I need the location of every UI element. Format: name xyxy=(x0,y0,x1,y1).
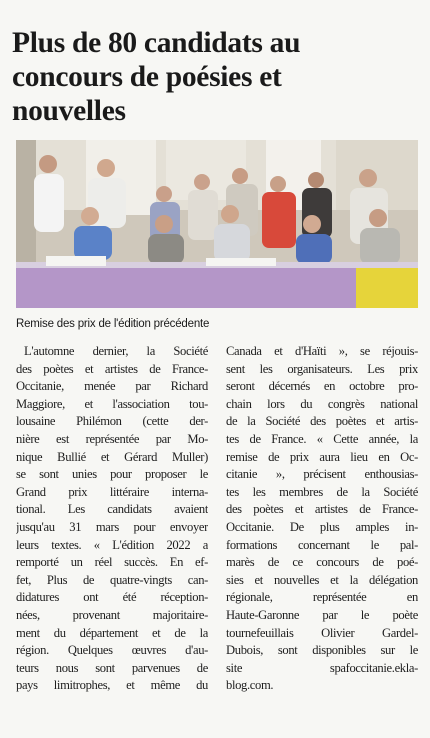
text-line: Haute-Garonne par le poète xyxy=(226,607,418,622)
text-line: sies et nouvelles et la délégation xyxy=(226,572,418,587)
text-line: région. Quelques œuvres d'au- xyxy=(16,643,208,658)
text-line: blog.com. xyxy=(226,678,274,693)
text-line: jusqu'au 31 mars pour envoyer xyxy=(16,519,208,534)
text-line: tournefeuillais Olivier Gardel- xyxy=(226,625,418,640)
article-column-right xyxy=(226,343,418,695)
text-line: des poètes et artistes de France- xyxy=(226,502,418,517)
text-line: nique Bullié et Gérard Muller) xyxy=(16,449,208,464)
text-line: des poètes et artistes de France- xyxy=(16,361,208,376)
text-line: site spafoccitanie.ekla- xyxy=(226,660,418,675)
text-line: nées, provenant majoritaire- xyxy=(16,607,208,622)
text-line: Canada et d'Haïti », se réjouis- xyxy=(226,344,418,358)
article-photo xyxy=(16,140,418,308)
text-line: marès de ce concours de poé- xyxy=(226,555,418,570)
article-headline xyxy=(12,26,422,128)
text-line: Maggiore, et l'association tou- xyxy=(16,396,208,411)
text-line: pays limitrophes, et même du xyxy=(16,678,208,693)
text-line: régionale, représentée en xyxy=(226,590,418,605)
text-line: fet, Plus de quatre-vingts can- xyxy=(16,572,208,587)
text-line: tes les membres de la Société xyxy=(226,484,418,499)
text-line: tes de France. « Cette année, la xyxy=(226,431,418,446)
text-line: Occitanie. De plus amples in- xyxy=(226,519,418,534)
text-line: teurs nous sont parvenues de xyxy=(16,660,208,675)
text-line: Dubois, sont disponibles sur le xyxy=(226,643,418,658)
text-line: formations concernant le pal- xyxy=(226,537,418,552)
group-photo-illustration xyxy=(16,140,418,308)
text-line: remporté un réel succès. En ef- xyxy=(16,555,208,570)
text-line: remise de prix aura lieu en Oc- xyxy=(226,449,418,464)
text-line: chain lors du congrès national xyxy=(226,396,418,411)
text-line: leurs textes. « L'édition 2022 a xyxy=(16,537,208,552)
text-line: ment du département et de la xyxy=(16,625,208,640)
text-line: nière est représentée par Mo- xyxy=(16,431,208,446)
text-line: de la Société des poètes et artis- xyxy=(226,414,418,429)
text-line: seront décernés en octobre pro- xyxy=(226,379,418,394)
text-line: se sont unies pour proposer le xyxy=(16,467,208,482)
text-line: tional. Les candidats avaient xyxy=(16,502,208,517)
headline-line: concours de poésies et xyxy=(12,60,282,93)
text-line: Occitanie, menée par Richard xyxy=(16,379,208,394)
article-column-left xyxy=(16,343,208,695)
text-line: lousaine Philémon (cette der- xyxy=(16,414,208,429)
text-line: didatures ont été réception- xyxy=(16,590,208,605)
text-line: L'automne dernier, la Société xyxy=(24,344,208,358)
headline-line: Plus de 80 candidats au xyxy=(12,26,301,59)
text-line: citanie », précisent enthousias- xyxy=(226,467,418,482)
photo-caption: Remise des prix de l'édition précédente xyxy=(16,318,210,330)
text-line: Grand prix littéraire interna- xyxy=(16,484,208,499)
headline-line: nouvelles xyxy=(12,94,126,127)
text-line: sent les organisateurs. Les prix xyxy=(226,361,418,376)
